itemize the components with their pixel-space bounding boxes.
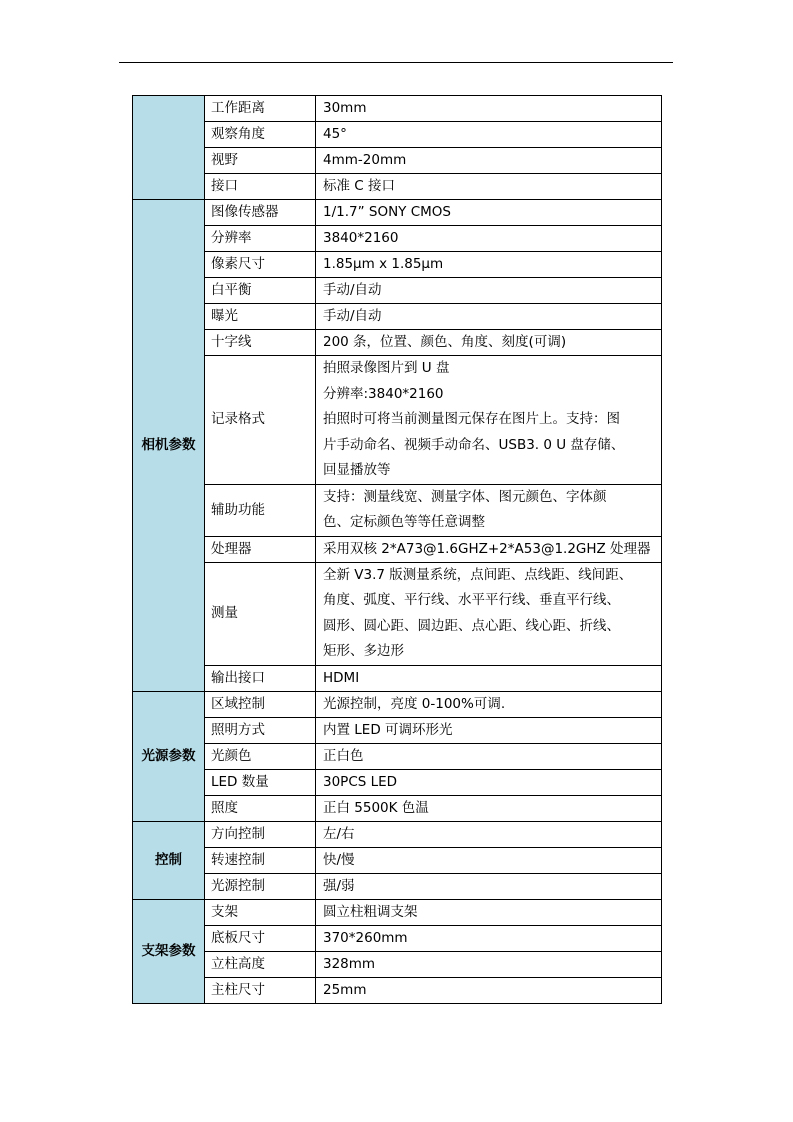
- table-row: [133, 899, 662, 925]
- param-label: 照度: [205, 795, 316, 821]
- param-value-line: 200 条，位置、颜色、角度、刻度(可调): [323, 334, 567, 350]
- param-value: [316, 536, 662, 562]
- table-row: [133, 795, 662, 821]
- param-value-line: 采用双核 2*A73@1.6GHZ+2*A53@1.2GHZ 处理器: [323, 540, 651, 557]
- param-value: [316, 821, 662, 847]
- param-label: 十字线: [205, 330, 316, 356]
- table-row: [133, 200, 662, 226]
- param-value: [316, 484, 662, 536]
- param-label: 处理器: [205, 536, 316, 562]
- param-value-line: 370*260mm: [323, 929, 408, 946]
- param-value-line: 角度、弧度、平行线、水平平行线、垂直平行线、: [323, 592, 620, 608]
- param-value: [316, 873, 662, 899]
- param-value-line: 30mm: [323, 100, 367, 116]
- param-label: 视野: [205, 148, 316, 174]
- param-value-line: 拍照录像图片到 U 盘: [323, 360, 450, 376]
- param-value-line: 1/1.7” SONY CMOS: [323, 204, 451, 220]
- table-row: [133, 536, 662, 562]
- header-rule: [119, 62, 673, 63]
- table-row: [133, 717, 662, 743]
- param-label: 工作距离: [205, 96, 316, 122]
- table-row: [133, 925, 662, 951]
- param-label: 测量: [205, 562, 316, 665]
- param-value-line: 全新 V3.7 版测量系统，点间距、点线距、线间距、: [323, 566, 633, 583]
- param-value: [316, 226, 662, 252]
- param-label: 曝光: [205, 304, 316, 330]
- param-value-line: 矩形、多边形: [323, 643, 404, 659]
- param-value: [316, 665, 662, 691]
- param-label: 光颜色: [205, 743, 316, 769]
- param-value: [316, 330, 662, 356]
- table-row: [133, 691, 662, 717]
- param-value-line: 3840*2160: [323, 230, 399, 246]
- table-row: [133, 873, 662, 899]
- category-cell: 光源参数: [133, 691, 205, 821]
- table-row: [133, 665, 662, 691]
- param-value-line: 1.85μm x 1.85μm: [323, 256, 444, 272]
- table-row: [133, 484, 662, 536]
- param-value: [316, 174, 662, 200]
- param-value: [316, 977, 662, 1003]
- table-row: [133, 148, 662, 174]
- param-value-line: 内置 LED 可调环形光: [323, 721, 453, 738]
- param-value: [316, 717, 662, 743]
- param-value-line: 光源控制，亮度 0-100%可调.: [323, 695, 506, 712]
- table-row: [133, 743, 662, 769]
- table-row: [133, 174, 662, 200]
- table-row: [133, 252, 662, 278]
- param-label: 转速控制: [205, 847, 316, 873]
- param-label: 接口: [205, 174, 316, 200]
- param-value: [316, 278, 662, 304]
- param-value: [316, 795, 662, 821]
- param-value: [316, 356, 662, 485]
- param-value-line: 手动/自动: [323, 282, 382, 298]
- param-label: 白平衡: [205, 278, 316, 304]
- param-value-line: 左/右: [323, 825, 355, 842]
- param-value-line: 圆立柱粗调支架: [323, 903, 418, 920]
- param-value-line: 30PCS LED: [323, 773, 398, 790]
- param-label: 分辨率: [205, 226, 316, 252]
- param-value-line: 正白 5500K 色温: [323, 799, 429, 816]
- param-value-line: 强/弱: [323, 877, 355, 894]
- param-value: [316, 96, 662, 122]
- param-label: 照明方式: [205, 717, 316, 743]
- param-label: 图像传感器: [205, 200, 316, 226]
- table-row: [133, 951, 662, 977]
- param-value-line: 分辨率:3840*2160: [323, 385, 444, 402]
- param-value: [316, 847, 662, 873]
- param-value-line: 支持：测量线宽、测量字体、图元颜色、字体颜: [323, 488, 607, 505]
- param-value: [316, 925, 662, 951]
- param-label: LED 数量: [205, 769, 316, 795]
- param-value: [316, 304, 662, 330]
- category-cell: 相机参数: [133, 200, 205, 692]
- param-value: [316, 769, 662, 795]
- param-value: [316, 252, 662, 278]
- param-value-line: 25mm: [323, 981, 367, 998]
- param-value-line: HDMI: [323, 669, 360, 686]
- param-label: 区域控制: [205, 691, 316, 717]
- param-label: 立柱高度: [205, 951, 316, 977]
- param-value-line: 328mm: [323, 955, 376, 972]
- param-label: 辅助功能: [205, 484, 316, 536]
- spec-table: [132, 95, 662, 1004]
- param-value-line: 手动/自动: [323, 308, 382, 324]
- param-label: 记录格式: [205, 356, 316, 485]
- category-cell: 支架参数: [133, 899, 205, 1003]
- table-row: [133, 96, 662, 122]
- param-label: 输出接口: [205, 665, 316, 691]
- param-value: [316, 148, 662, 174]
- table-row: [133, 122, 662, 148]
- table-row: [133, 977, 662, 1003]
- table-row: [133, 226, 662, 252]
- table-row: [133, 304, 662, 330]
- param-value: [316, 899, 662, 925]
- param-value-line: 圆形、圆心距、圆边距、点心距、线心距、折线、: [323, 617, 620, 634]
- category-cell: [133, 96, 205, 200]
- param-value: [316, 122, 662, 148]
- param-value-line: 4mm-20mm: [323, 152, 407, 168]
- param-value-line: 片手动命名、视频手动命名、USB3. 0 U 盘存储、: [323, 436, 625, 453]
- param-value: [316, 691, 662, 717]
- param-value-line: 正白色: [323, 747, 364, 764]
- param-label: 像素尺寸: [205, 252, 316, 278]
- param-value: [316, 562, 662, 665]
- param-label: 光源控制: [205, 873, 316, 899]
- param-label: 方向控制: [205, 821, 316, 847]
- table-row: [133, 769, 662, 795]
- param-value: [316, 200, 662, 226]
- table-row: [133, 562, 662, 665]
- param-value-line: 回显播放等: [323, 462, 391, 478]
- category-cell: 控制: [133, 821, 205, 899]
- table-row: [133, 847, 662, 873]
- param-label: 主柱尺寸: [205, 977, 316, 1003]
- table-row: [133, 821, 662, 847]
- table-row: [133, 330, 662, 356]
- param-value: [316, 743, 662, 769]
- param-value: [316, 951, 662, 977]
- table-row: [133, 278, 662, 304]
- param-value-line: 拍照时可将当前测量图元保存在图片上。支持：图: [323, 411, 620, 427]
- param-label: 底板尺寸: [205, 925, 316, 951]
- param-value-line: 色、定标颜色等等任意调整: [323, 514, 485, 530]
- param-value-line: 45°: [323, 126, 347, 142]
- param-value-line: 快/慢: [323, 851, 355, 868]
- table-row: [133, 356, 662, 485]
- param-value-line: 标准 C 接口: [323, 178, 396, 194]
- param-label: 支架: [205, 899, 316, 925]
- param-label: 观察角度: [205, 122, 316, 148]
